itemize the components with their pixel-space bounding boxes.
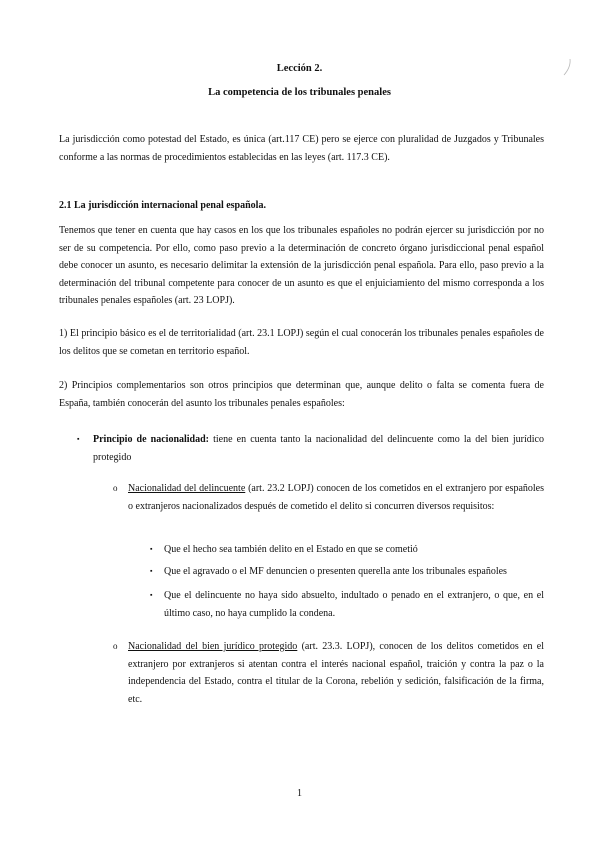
requirement-text: Que el hecho sea también delito en el Estado en que se cometió (164, 544, 418, 555)
section-heading: 2.1 La jurisdicción internacional penal española. (59, 200, 266, 211)
sub-item-offender-nationality (113, 480, 544, 515)
sub-item-text (128, 638, 544, 708)
page-title: La competencia de los tribunales penales (208, 87, 391, 98)
square-bullet-icon: ▪ (150, 545, 153, 553)
sub-item-body: (art. 23.3. LOPJ), conocen de los delitos cometidos en el extranjero por extranjeros si atentan contra el interés nacional español, traición y contra la paz o la independencia del Estado, contra el titular de la Corona, rebelión y sedición, falsificación de la firma, etc. (128, 641, 544, 705)
square-bullet-icon: ▪ (77, 435, 80, 443)
list-item-nationality-principle (77, 431, 544, 466)
requirement-item (150, 587, 544, 622)
circle-bullet-icon: o (113, 641, 118, 651)
sub-item-label: Nacionalidad del delincuente (128, 483, 246, 494)
principle-complementary: 2) Principios complementarios son otros principios que determinan que, aunque delito o falta se comenta fuera de España, también conocerán del asunto los tribunales penales españoles: (59, 380, 544, 409)
circle-bullet-icon: o (113, 483, 118, 493)
lesson-number: Lección 2. (276, 63, 323, 74)
intro-paragraph: La jurisdicción como potestad del Estado, es única (art.117 CE) pero se ejerce con pluralidad de Juzgados y Tribunales conforme a las normas de procedimientos establecidas en las leyes (art. 117.3 CE). (59, 134, 544, 163)
sub-item-legal-good-nationality (113, 638, 544, 708)
page-number: 1 (297, 788, 302, 799)
square-bullet-icon: ▪ (150, 567, 153, 575)
principle-territoriality: 1) El principio básico es el de territorialidad (art. 23.1 LOPJ) según el cual conocerán los tribunales penales españoles de los delitos que se cometan en territorio español. (59, 328, 544, 357)
sub-item-text (128, 480, 544, 515)
square-bullet-icon: ▪ (150, 591, 153, 599)
list-item-body: tiene en cuenta tanto la nacionalidad del delincuente como la del bien jurídico protegido (93, 434, 544, 463)
sub-item-body: (art. 23.2 LOPJ) conocen de los cometidos en el extranjero por españoles o extranjeros nacionalizados después de cometido el delito si concurren diversos requisitos: (128, 483, 544, 512)
sub-item-label: Nacionalidad del bien jurídico protegido (128, 641, 298, 652)
list-item-text (93, 431, 544, 466)
requirement-item (150, 541, 544, 559)
section-paragraph: Tenemos que tener en cuenta que hay casos en los que los tribunales españoles no podrán ejercer su jurisdicción por no ser de su competencia. Por ello, como paso previo a la determinación de concreto órgano jurisdiccional penal español debe conocer un asunto, es necesario delimitar la extensión de la jurisdicción penal española. Para ello, paso previo a la determinación del tribunal competente para conocer de un asunto es que el enjuiciamiento del mismo corresponda a los tribunales penales españoles (art. 23 LOPJ). (59, 225, 544, 306)
requirement-text: Que el delincuente no haya sido absuelto, indultado o penado en el extranjero, o que, en el último caso, no haya cumplido la condena. (164, 590, 544, 619)
requirement-item (150, 563, 544, 581)
requirement-text: Que el agravado o el MF denuncien o presenten querella ante los tribunales españoles (164, 566, 507, 577)
list-item-label: Principio de nacionalidad: (93, 434, 210, 445)
